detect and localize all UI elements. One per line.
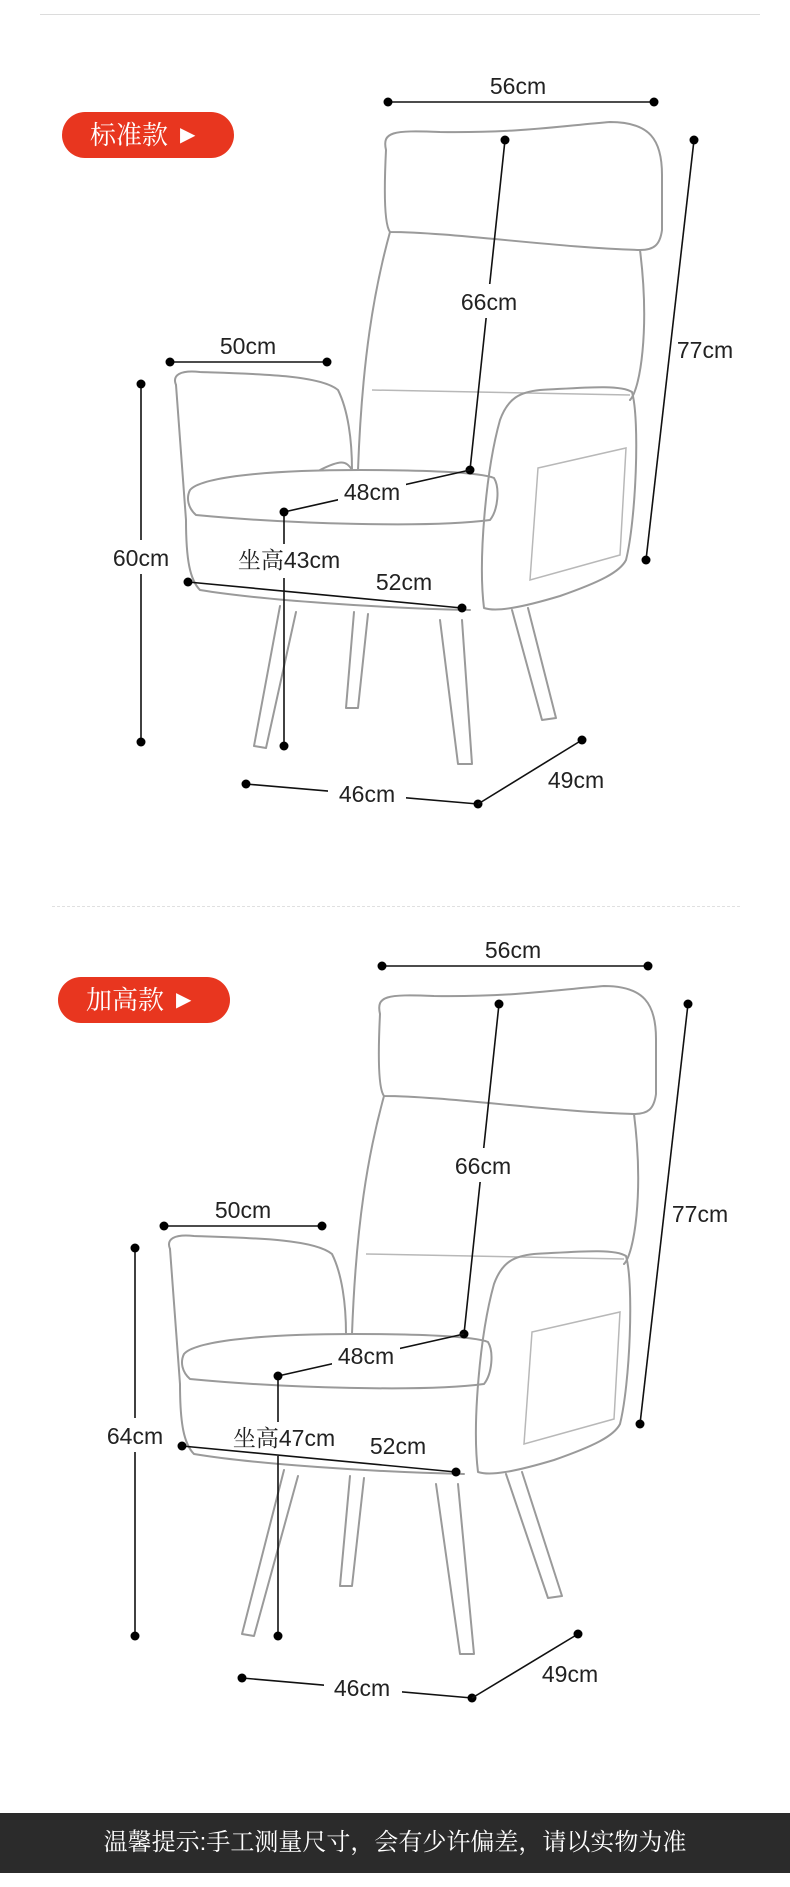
dim-arm-height: 64cm <box>106 1423 164 1449</box>
tall-chair-diagram <box>0 864 790 1724</box>
dim-seat-height: 坐高43cm <box>237 547 341 573</box>
dim-seat-width: 52cm <box>369 1433 427 1459</box>
dim-arm-length: 50cm <box>214 1197 272 1223</box>
dim-width-top: 56cm <box>489 73 547 99</box>
dim-seat-width: 52cm <box>375 569 433 595</box>
dim-seat-depth: 48cm <box>337 1343 395 1369</box>
standard-badge-label: 标准款 <box>90 120 169 150</box>
play-triangle-icon: ▶ <box>180 124 196 146</box>
dim-seat-height: 坐高47cm <box>232 1425 336 1451</box>
dim-base-width: 46cm <box>338 781 396 807</box>
footer-notice <box>0 1813 790 1873</box>
tall-section <box>0 864 790 1724</box>
footer-notice-text: 温馨提示:手工测量尺寸，会有少许偏差，请以实物为准 <box>103 1829 687 1856</box>
dim-arm-height: 60cm <box>112 545 170 571</box>
dim-back-height: 66cm <box>460 289 518 315</box>
chair-outline <box>169 986 656 1654</box>
dim-back-height: 66cm <box>454 1153 512 1179</box>
chair-outline <box>175 122 662 764</box>
play-triangle-icon: ▶ <box>176 989 192 1011</box>
tall-badge-label: 加高款 <box>86 985 165 1015</box>
dim-base-width: 46cm <box>333 1675 391 1701</box>
dim-total-height: 77cm <box>671 1201 729 1227</box>
dim-base-depth: 49cm <box>547 767 605 793</box>
dim-base-depth: 49cm <box>541 1661 599 1687</box>
standard-section <box>0 0 790 860</box>
dim-seat-depth: 48cm <box>343 479 401 505</box>
dim-total-height: 77cm <box>676 337 734 363</box>
dim-width-top: 56cm <box>484 937 542 963</box>
dim-arm-length: 50cm <box>219 333 277 359</box>
standard-chair-diagram <box>0 0 790 860</box>
